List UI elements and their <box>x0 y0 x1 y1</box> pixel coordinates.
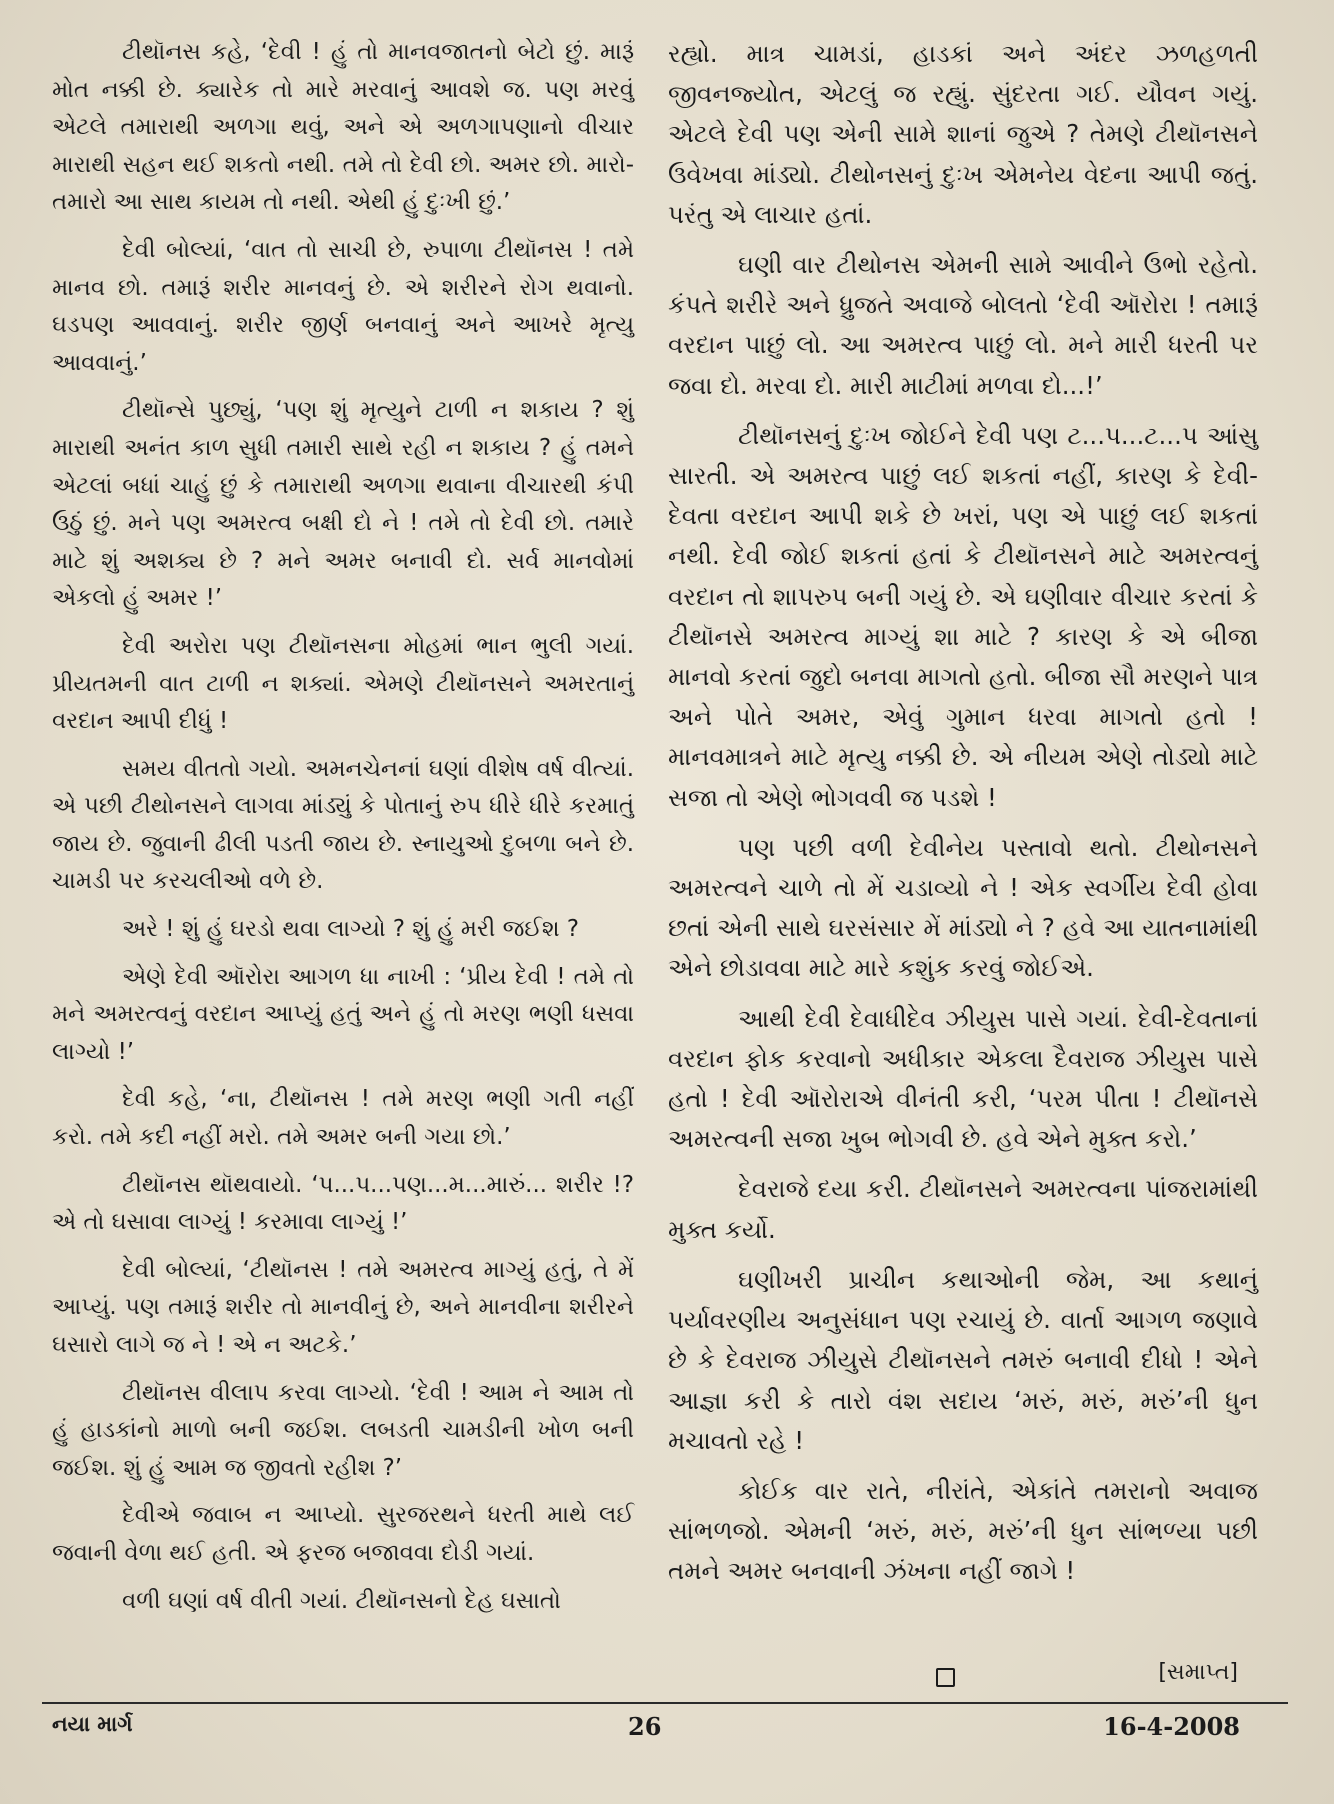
paragraph: દેવી કહે, ‘ના, ટીથૉનસ ! તમે મરણ ભણી ગતી નહીં કરો. તમે કદી નહીં મરો. તમે અમર બની ગયા છો.’ <box>52 1086 634 1151</box>
paragraph: દેવીએ જવાબ ન આપ્યો. સુરજરથને ધરતી માથે લઈ જવાની વેળા થઈ હતી. એ ફરજ બજાવવા દોડી ગયાં. <box>52 1502 634 1566</box>
paragraph: દેવી બોલ્યાં, ‘વાત તો સાચી છે, રુપાળા ટીથૉનસ ! તમે માનવ છો. તમારૂં શરીર માનવનું છે. એ શરીરને રોગ થવાનો. ઘડપણ આવવાનું. શરીર જીર્ણ બનવાનું અને આખરે મૃત્યુ આવવાનું.’ <box>52 236 634 376</box>
paragraph: સમય વીતતો ગયો. અમનચેનનાં ઘણાં વીશેષ વર્ષ વીત્યાં. એ પછી ટીથોનસને લાગવા માંડ્યું કે પોતાનું રુપ ધીરે ધીરે કરમાતું જાય છે. જુવાની ઢીલી પડતી જાય છે. સ્નાયુઓ દુબળા બને છે. ચામડી પર કરચલીઓ વળે છે. <box>52 755 634 895</box>
paragraph: ટીથૉનસ થૉથવાયો. ‘પ...પ...પણ...મ...મારું... શરીર !? એ તો ઘસાવા લાગ્યું ! કરમાવા લાગ્યું !’ <box>52 1171 634 1236</box>
footer-date: 16-4-2008 <box>1103 1712 1240 1741</box>
paragraph: પણ પછી વળી દેવીનેય પસ્તાવો થતો. ટીથોનસને અમરત્વને ચાળે તો મેં ચડાવ્યો ને ! એક સ્વર્ગીય દેવી હોવા છતાં એની સાથે ઘરસંસાર મેં માંડ્યો ને ? હવે આ યાતનામાંથી એને છોડાવવા માટે મારે કશુંક કરવું જોઈએ. <box>668 832 1258 983</box>
story-end <box>668 1660 1258 1694</box>
footer-magazine-name: નયા માર્ગ <box>52 1712 133 1736</box>
right-column <box>668 34 1258 1602</box>
paragraph: ટીથૉનસનું દુઃખ જોઈને દેવી પણ ટ...પ...ટ...પ આંસુ સારતી. એ અમરત્વ પાછું લઈ શકતાં નહીં, કારણ કે દેવી-દેવતા વરદાન આપી શકે છે ખરાં, પણ એ પાછું લઈ શકતાં નથી. દેવી જોઈ શકતાં હતાં કે ટીથૉનસને માટે અમરત્વનું વરદાન તો શાપરુપ બની ગયું છે. એ ઘણીવાર વીચાર કરતાં કે ટીથૉનસે અમરત્વ માગ્યું શા માટે ? કારણ કે એ બીજા માનવો કરતાં જુદો બનવા માગતો હતો. બીજા સૌ મરણને પાત્ર અને પોતે અમર, એવું ગુમાન ધરવા માગતો હતો ! માનવમાત્રને માટે મૃત્યુ નક્કી છે. એ નીયમ એણે તોડ્યો માટે સજા તો એણે ભોગવવી જ પડશે ! <box>668 420 1258 812</box>
end-label: [સમાપ્ત] <box>1158 1660 1238 1685</box>
left-column <box>52 34 634 1630</box>
paragraph: દેવી બોલ્યાં, ‘ટીથૉનસ ! તમે અમરત્વ માગ્યું હતું, તે મેં આપ્યું. પણ તમારૂં શરીર તો માનવીનું છે, અને માનવીના શરીરને ઘસારો લાગે જ ને ! એ ન અટકે.’ <box>52 1256 634 1358</box>
paragraph: દેવી અરોરા પણ ટીથૉનસના મોહમાં ભાન ભુલી ગયાં. પ્રીયતમની વાત ટાળી ન શક્યાં. એમણે ટીથૉનસને અમરતાનું વરદાન આપી દીધું ! <box>52 632 634 735</box>
paragraph: અરે ! શું હું ઘરડો થવા લાગ્યો ? શું હું મરી જઈશ ? <box>122 916 579 943</box>
paragraph: દેવરાજે દયા કરી. ટીથૉનસને અમરત્વના પાંજરામાંથી મુક્ત કર્યો. <box>668 1174 1258 1244</box>
end-square-icon <box>936 1668 955 1687</box>
paragraph: રહ્યો. માત્ર ચામડાં, હાડકાં અને અંદર ઝળહળતી જીવનજ્યોત, એટલું જ રહ્યું. સુંદરતા ગઈ. યૌવન ગયું. એટલે દેવી પણ એની સામે શાનાં જુએ ? તેમણે ટીથૉનસને ઉવેખવા માંડ્યો. ટીથોનસનું દુઃખ એમનેય વેદના આપી જતું. પરંતુ એ લાચાર હતાં. <box>668 39 1258 229</box>
paragraph: ઘણીખરી પ્રાચીન કથાઓની જેમ, આ કથાનું પર્યાવરણીય અનુસંધાન પણ રચાયું છે. વાર્તા આગળ જણાવે છે કે દેવરાજ ઝીયુસે ટીથૉનસને તમરું બનાવી દીધો ! એને આજ્ઞા કરી કે તારો વંશ સદાય ‘મરું, મરું, મરું’ની ધુન મચાવતો રહે ! <box>668 1264 1258 1455</box>
paragraph: ઘણી વાર ટીથોનસ એમની સામે આવીને ઉભો રહેતો. કંપતે શરીરે અને ધ્રુજતે અવાજે બોલતો ‘દેવી ઑરોરા ! તમારૂં વરદાન પાછું લો. આ અમરત્વ પાછું લો. મને મારી ધરતી પર જવા દો. મરવા દો. મારી માટીમાં મળવા દો...!’ <box>668 250 1258 400</box>
paragraph: ટીથૉન્સે પુછ્યું, ‘પણ શું મૃત્યુને ટાળી ન શકાય ? શું મારાથી અનંત કાળ સુધી તમારી સાથે રહી ન શકાય ? હું તમને એટલાં બધાં ચાહું છું કે તમારાથી અળગા થવાના વીચારથી કંપી ઉઠું છું. મને પણ અમરત્વ બક્ષી દો ને ! તમે તો દેવી છો. તમારે માટે શું અશક્ય છે ? મને અમર બનાવી દો. સર્વ માનવોમાં એકલો હું અમર !’ <box>52 397 634 612</box>
paragraph: એણે દેવી ઑરોરા આગળ ધા નાખી : ‘પ્રીય દેવી ! તમે તો મને અમરત્વનું વરદાન આપ્યું હતું અને હું તો મરણ ભણી ધસવા લાગ્યો !’ <box>52 963 634 1065</box>
paragraph: વળી ઘણાં વર્ષ વીતી ગયાં. ટીથૉનસનો દેહ ઘસાતો <box>122 1587 561 1614</box>
paragraph: આથી દેવી દેવાધીદેવ ઝીયુસ પાસે ગયાં. દેવી-દેવતાનાં વરદાન ફોક કરવાનો અધીકાર એકલા દૈવરાજ ઝીયુસ પાસે હતો ! દેવી ઑરોરાએ વીનંતી કરી, ‘પરમ પીતા ! ટીથૉનસે અમરત્વની સજા ખુબ ભોગવી છે. હવે એને મુક્ત કરો.’ <box>668 1003 1258 1154</box>
paragraph: કોઈક વાર રાતે, નીરાંતે, એકાંતે તમરાનો અવાજ સાંભળજો. એમની ‘મરું, મરું, મરું’ની ધુન સાંભળ્યા પછી તમને અમર બનવાની ઝંખના નહીં જાગે ! <box>668 1475 1258 1586</box>
paragraph: ટીથૉનસ કહે, ‘દેવી ! હું તો માનવજાતનો બેટો છું. મારૂં મોત નક્કી છે. ક્યારેક તો મારે મરવાનું આવશે જ. પણ મરવું એટલે તમારાથી અળગા થવું, અને એ અળગાપણાનો વીચાર મારાથી સહન થઈ શકતો નથી. તમે તો દેવી છો. અમર છો. મારો-તમારો આ સાથ કાયમ તો નથી. એથી હું દુઃખી છું.’ <box>52 39 634 216</box>
footer-page-number: 26 <box>628 1712 662 1741</box>
paragraph: ટીથૉનસ વીલાપ કરવા લાગ્યો. ‘દેવી ! આમ ને આમ તો હું હાડકાંનો માળો બની જઈશ. લબડતી ચામડીની ખોળ બની જઈશ. શું હું આમ જ જીવતો રહીશ ?’ <box>52 1379 634 1481</box>
footer-divider <box>42 1702 1288 1704</box>
